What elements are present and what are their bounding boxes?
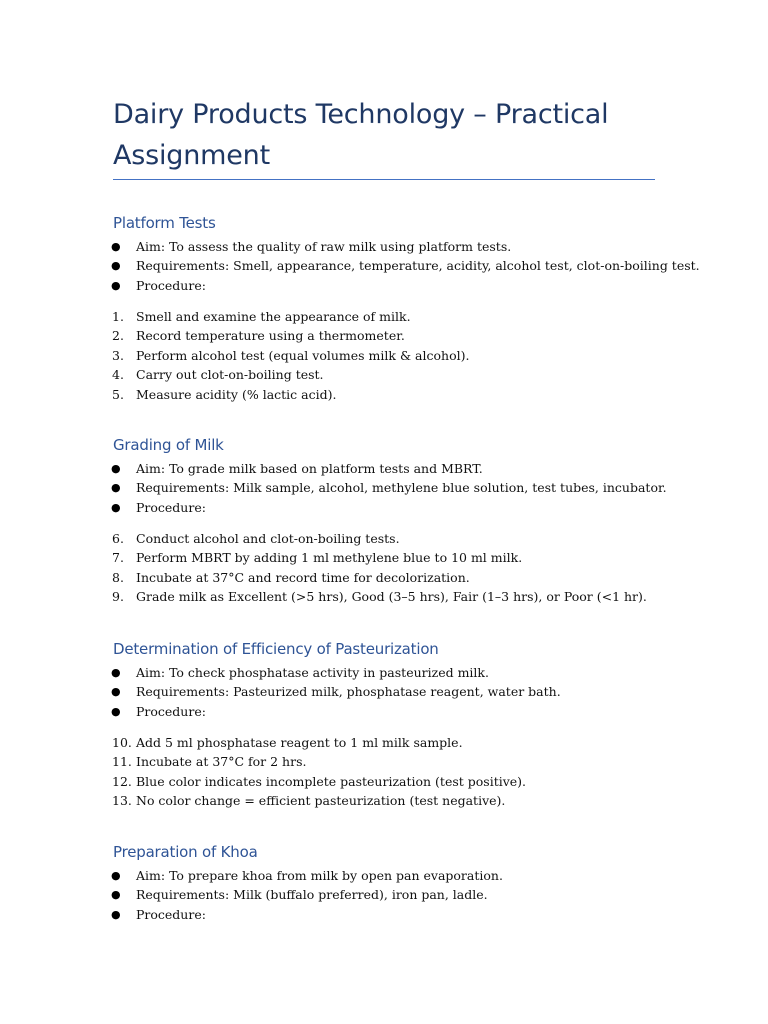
title-underline-rule (113, 179, 655, 180)
step-number: 13. (112, 793, 132, 809)
step-number: 10. (112, 735, 132, 750)
step-number: 8. (112, 569, 124, 585)
bullet-icon: ● (111, 704, 121, 718)
step-number: 5. (112, 386, 124, 402)
step-number: 9. (112, 589, 124, 605)
section-heading: Grading of Milk (113, 436, 224, 454)
bullet-icon: ● (111, 685, 121, 699)
step-number: 3. (112, 347, 124, 363)
step-number: 4. (112, 367, 124, 383)
section-heading: Preparation of Khoa (113, 843, 258, 861)
step-number: 11. (112, 754, 132, 770)
bullet-icon: ● (111, 259, 121, 273)
section-heading: Determination of Efficiency of Pasteurization (113, 640, 439, 658)
step-number: 12. (112, 773, 132, 789)
bullet-icon: ● (111, 888, 121, 902)
step-number: 1. (112, 309, 124, 324)
bullet-icon: ● (111, 240, 121, 253)
document-title: Dairy Products Technology – Practical Assignment (113, 99, 609, 171)
bullet-icon: ● (111, 462, 121, 475)
bullet-icon: ● (111, 666, 121, 679)
bullet-icon: ● (111, 481, 121, 495)
step-number: 7. (112, 550, 124, 566)
bullet-icon: ● (111, 907, 121, 921)
step-number: 2. (112, 328, 124, 344)
section-heading: Platform Tests (113, 214, 216, 232)
document-page: Dairy Products Technology – Practical Assignment Platform Tests ● Aim: To assess the quality of raw milk using platform tests. ● Requirements: Smell, appearance, temperature, acidity, alcohol test, clot-on-boiling test. ● Procedure: 1. Smell and examine the appearance of milk. 2. Record temperature using a thermometer. 3. Perform alcohol test (equal volumes milk & alcohol). 4. Carry out clot-on-boiling test. 5. Measure acidity (% lactic acid). Grading of Milk ● Aim: To grade milk based on platform tests and MBRT. ● Requirements: Milk sample, alcohol, methylene blue solution, test tubes, incubator. ● Procedure: 6. Conduct alcohol and clot-on-boiling tests. 7. Perform MBRT by adding 1 ml methylene blue to 10 ml milk. 8. Incubate at 37°C and record time for decolorization. 9. Grade milk as Excellent (>5 hrs), Good (3–5 hrs), Fair (1–3 hrs), or Poor (<1 hr). Determination of Efficiency of Pasteurization ● Aim: To check phosphatase activity in pasteurized milk. ● Requirements: Pasteurized milk, phosphatase reagent, water bath. ● Procedure: 10. Add 5 ml phosphatase reagent to 1 ml milk sample. 11. Incubate at 37°C for 2 hrs. 12. Blue color indicates incomplete pasteurization (test positive). 13. No color change = efficient pasteurization (test negative). Preparation of Khoa ● Aim: To prepare khoa from milk by open pan evaporation. ● Requirements: Milk (buffalo preferred), iron pan, ladle. ● Procedure: (0, 0, 768, 1024)
step-number: 6. (112, 531, 124, 546)
bullet-icon: ● (111, 869, 121, 882)
bullet-icon: ● (111, 278, 121, 292)
bullet-icon: ● (111, 500, 121, 514)
